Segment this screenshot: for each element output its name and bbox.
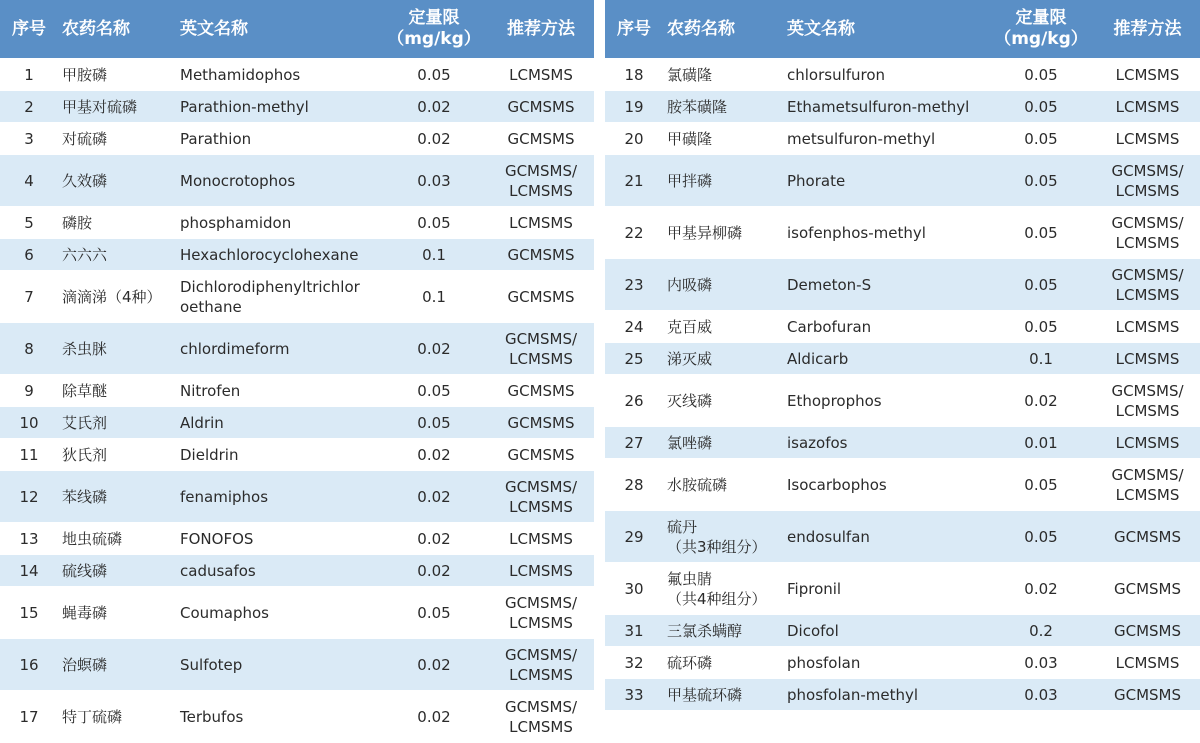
cell-cn-name: 滴滴涕（4种） <box>58 271 176 323</box>
cell-no: 20 <box>605 123 663 155</box>
table-row <box>0 555 594 587</box>
table-header <box>0 0 594 59</box>
cell-no: 26 <box>605 375 663 427</box>
cell-en-name: Fipronil <box>783 563 987 615</box>
cell-method: GCMSMS <box>488 271 594 323</box>
cell-en-name: Terbufos <box>176 691 380 743</box>
cell-cn-name: 灭线磷 <box>663 375 783 427</box>
cell-limit: 0.05 <box>380 587 488 639</box>
table-body <box>605 59 1200 711</box>
cell-cn-name: 氯唑磷 <box>663 427 783 459</box>
cell-cn-name: 涕灭威 <box>663 343 783 375</box>
cell-en-name: Dicofol <box>783 615 987 647</box>
cell-method: GCMSMS/ LCMSMS <box>1095 375 1200 427</box>
cell-method: GCMSMS/ LCMSMS <box>1095 459 1200 511</box>
cell-no: 1 <box>0 59 58 91</box>
table-row <box>0 407 594 439</box>
cell-cn-name: 甲胺磷 <box>58 59 176 91</box>
header-no: 序号 <box>605 0 663 59</box>
cell-limit: 0.05 <box>987 59 1095 91</box>
table-body <box>0 59 594 743</box>
cell-cn-name: 水胺硫磷 <box>663 459 783 511</box>
header-limit <box>987 0 1095 59</box>
cell-method: GCMSMS/ LCMSMS <box>1095 259 1200 311</box>
cell-method: GCMSMS <box>1095 615 1200 647</box>
cell-no: 18 <box>605 59 663 91</box>
cell-limit: 0.01 <box>987 427 1095 459</box>
cell-limit: 0.02 <box>380 555 488 587</box>
table-row <box>0 587 594 639</box>
cell-no: 5 <box>0 207 58 239</box>
cell-method: LCMSMS <box>488 207 594 239</box>
table-row <box>0 639 594 691</box>
header-method: 推荐方法 <box>1095 0 1200 59</box>
cell-en-name: Carbofuran <box>783 311 987 343</box>
cell-limit: 0.1 <box>987 343 1095 375</box>
cell-limit: 0.05 <box>987 511 1095 563</box>
cell-no: 23 <box>605 259 663 311</box>
table-row <box>605 311 1200 343</box>
cell-no: 7 <box>0 271 58 323</box>
table-row <box>0 323 594 375</box>
cell-limit: 0.05 <box>987 155 1095 207</box>
cell-limit: 0.02 <box>987 375 1095 427</box>
cell-cn-name: 治螟磷 <box>58 639 176 691</box>
cell-method: GCMSMS <box>1095 563 1200 615</box>
cell-method: LCMSMS <box>1095 343 1200 375</box>
cell-cn-name: 甲基对硫磷 <box>58 91 176 123</box>
cell-limit: 0.02 <box>380 91 488 123</box>
table-row <box>605 511 1200 563</box>
table-row <box>605 91 1200 123</box>
table-row <box>0 523 594 555</box>
table-row <box>605 679 1200 711</box>
cell-cn-name: 地虫硫磷 <box>58 523 176 555</box>
cell-en-name: Parathion <box>176 123 380 155</box>
table-row <box>605 563 1200 615</box>
cell-no: 14 <box>0 555 58 587</box>
cell-no: 27 <box>605 427 663 459</box>
cell-limit: 0.03 <box>987 647 1095 679</box>
cell-limit: 0.02 <box>380 323 488 375</box>
cell-method: LCMSMS <box>1095 123 1200 155</box>
cell-no: 12 <box>0 471 58 523</box>
cell-method: GCMSMS <box>1095 679 1200 711</box>
pesticide-table-right <box>605 0 1200 711</box>
table-row <box>0 471 594 523</box>
cell-limit: 0.1 <box>380 271 488 323</box>
cell-no: 6 <box>0 239 58 271</box>
cell-cn-name: 甲拌磷 <box>663 155 783 207</box>
cell-limit: 0.02 <box>380 439 488 471</box>
cell-en-name: Parathion-methyl <box>176 91 380 123</box>
header-cn-name: 农药名称 <box>58 0 176 59</box>
table-row <box>605 375 1200 427</box>
cell-limit: 0.05 <box>380 375 488 407</box>
header-limit <box>380 0 488 59</box>
cell-limit: 0.05 <box>380 407 488 439</box>
cell-no: 3 <box>0 123 58 155</box>
cell-en-name: Hexachlorocyclohexane <box>176 239 380 271</box>
cell-method: LCMSMS <box>488 59 594 91</box>
cell-cn-name: 胺苯磺隆 <box>663 91 783 123</box>
cell-no: 4 <box>0 155 58 207</box>
cell-cn-name: 内吸磷 <box>663 259 783 311</box>
cell-en-name: Ethoprophos <box>783 375 987 427</box>
header-limit-line2: （mg/kg） <box>994 29 1088 49</box>
header-en-name: 英文名称 <box>783 0 987 59</box>
cell-no: 24 <box>605 311 663 343</box>
cell-no: 28 <box>605 459 663 511</box>
cell-method: GCMSMS/ LCMSMS <box>488 323 594 375</box>
cell-en-name: isofenphos-methyl <box>783 207 987 259</box>
cell-cn-name: 特丁硫磷 <box>58 691 176 743</box>
cell-no: 21 <box>605 155 663 207</box>
cell-method: GCMSMS/ LCMSMS <box>1095 207 1200 259</box>
cell-en-name: Demeton-S <box>783 259 987 311</box>
cell-en-name: Phorate <box>783 155 987 207</box>
cell-method: LCMSMS <box>1095 59 1200 91</box>
cell-no: 22 <box>605 207 663 259</box>
cell-en-name: isazofos <box>783 427 987 459</box>
cell-en-name: FONOFOS <box>176 523 380 555</box>
cell-cn-name: 硫线磷 <box>58 555 176 587</box>
cell-limit: 0.05 <box>987 207 1095 259</box>
table-row <box>605 259 1200 311</box>
pesticide-table-left <box>0 0 594 743</box>
cell-en-name: metsulfuron-methyl <box>783 123 987 155</box>
cell-en-name: phosfolan-methyl <box>783 679 987 711</box>
cell-en-name: phosfolan <box>783 647 987 679</box>
cell-no: 16 <box>0 639 58 691</box>
cell-en-name: Aldicarb <box>783 343 987 375</box>
cell-en-name: Nitrofen <box>176 375 380 407</box>
cell-method: GCMSMS/ LCMSMS <box>488 587 594 639</box>
cell-limit: 0.05 <box>987 311 1095 343</box>
cell-en-name: fenamiphos <box>176 471 380 523</box>
cell-no: 11 <box>0 439 58 471</box>
cell-no: 32 <box>605 647 663 679</box>
table-row <box>605 647 1200 679</box>
cell-en-name: Coumaphos <box>176 587 380 639</box>
cell-method: GCMSMS <box>488 239 594 271</box>
cell-limit: 0.03 <box>987 679 1095 711</box>
cell-no: 15 <box>0 587 58 639</box>
header-limit-line2: （mg/kg） <box>387 29 481 49</box>
cell-en-name: endosulfan <box>783 511 987 563</box>
cell-no: 10 <box>0 407 58 439</box>
cell-cn-name: 除草醚 <box>58 375 176 407</box>
cell-limit: 0.02 <box>380 639 488 691</box>
cell-method: LCMSMS <box>488 555 594 587</box>
cell-method: LCMSMS <box>1095 427 1200 459</box>
cell-cn-name: 六六六 <box>58 239 176 271</box>
cell-limit: 0.02 <box>380 471 488 523</box>
cell-cn-name: 蝇毒磷 <box>58 587 176 639</box>
cell-method: GCMSMS <box>488 407 594 439</box>
cell-limit: 0.05 <box>987 91 1095 123</box>
cell-limit: 0.05 <box>987 123 1095 155</box>
table-row <box>605 343 1200 375</box>
cell-no: 9 <box>0 375 58 407</box>
table-row <box>0 239 594 271</box>
cell-limit: 0.02 <box>380 691 488 743</box>
cell-cn-name: 硫环磷 <box>663 647 783 679</box>
table-row <box>0 375 594 407</box>
cell-method: GCMSMS/ LCMSMS <box>488 155 594 207</box>
cell-limit: 0.02 <box>987 563 1095 615</box>
cell-method: GCMSMS <box>1095 511 1200 563</box>
cell-cn-name: 狄氏剂 <box>58 439 176 471</box>
cell-method: GCMSMS <box>488 439 594 471</box>
cell-cn-name: 对硫磷 <box>58 123 176 155</box>
table-header <box>605 0 1200 59</box>
cell-cn-name: 杀虫脒 <box>58 323 176 375</box>
cell-limit: 0.05 <box>380 207 488 239</box>
table-row <box>0 123 594 155</box>
table-row <box>0 439 594 471</box>
cell-cn-name: 磷胺 <box>58 207 176 239</box>
cell-cn-name: 三氯杀螨醇 <box>663 615 783 647</box>
cell-en-name: Ethametsulfuron-methyl <box>783 91 987 123</box>
cell-en-name: Dieldrin <box>176 439 380 471</box>
table-row <box>0 91 594 123</box>
cell-limit: 0.02 <box>380 523 488 555</box>
cell-method: LCMSMS <box>1095 311 1200 343</box>
table-row <box>605 459 1200 511</box>
cell-limit: 0.02 <box>380 123 488 155</box>
cell-limit: 0.2 <box>987 615 1095 647</box>
cell-method: GCMSMS/ LCMSMS <box>488 639 594 691</box>
cell-cn-name: 氯磺隆 <box>663 59 783 91</box>
header-en-name: 英文名称 <box>176 0 380 59</box>
cell-en-name: chlorsulfuron <box>783 59 987 91</box>
table-row <box>0 59 594 91</box>
cell-method: GCMSMS/ LCMSMS <box>488 691 594 743</box>
cell-en-name: Sulfotep <box>176 639 380 691</box>
cell-method: GCMSMS <box>488 123 594 155</box>
cell-no: 13 <box>0 523 58 555</box>
cell-cn-name: 硫丹 （共3种组分） <box>663 511 783 563</box>
cell-en-name: cadusafos <box>176 555 380 587</box>
cell-limit: 0.1 <box>380 239 488 271</box>
cell-limit: 0.05 <box>987 459 1095 511</box>
cell-no: 2 <box>0 91 58 123</box>
table-row <box>605 59 1200 91</box>
cell-no: 29 <box>605 511 663 563</box>
cell-cn-name: 甲磺隆 <box>663 123 783 155</box>
cell-cn-name: 甲基硫环磷 <box>663 679 783 711</box>
cell-en-name: Monocrotophos <box>176 155 380 207</box>
table-row <box>605 207 1200 259</box>
cell-en-name: Isocarbophos <box>783 459 987 511</box>
cell-no: 19 <box>605 91 663 123</box>
header-limit-line1: 定量限 <box>1015 8 1067 28</box>
cell-no: 30 <box>605 563 663 615</box>
cell-cn-name: 艾氏剂 <box>58 407 176 439</box>
table-row <box>605 155 1200 207</box>
cell-no: 8 <box>0 323 58 375</box>
table-row <box>0 271 594 323</box>
cell-method: LCMSMS <box>1095 91 1200 123</box>
cell-method: GCMSMS <box>488 91 594 123</box>
header-cn-name: 农药名称 <box>663 0 783 59</box>
header-row <box>605 0 1200 59</box>
cell-method: LCMSMS <box>1095 647 1200 679</box>
cell-no: 25 <box>605 343 663 375</box>
table-row <box>605 615 1200 647</box>
header-no: 序号 <box>0 0 58 59</box>
cell-cn-name: 甲基异柳磷 <box>663 207 783 259</box>
cell-no: 33 <box>605 679 663 711</box>
header-method: 推荐方法 <box>488 0 594 59</box>
cell-cn-name: 氟虫腈 （共4种组分） <box>663 563 783 615</box>
cell-no: 17 <box>0 691 58 743</box>
cell-method: GCMSMS <box>488 375 594 407</box>
cell-en-name: Dichlorodiphenyltrichlor oethane <box>176 271 380 323</box>
cell-method: GCMSMS/ LCMSMS <box>488 471 594 523</box>
cell-en-name: Methamidophos <box>176 59 380 91</box>
header-limit-line1: 定量限 <box>408 8 460 28</box>
table-row <box>0 155 594 207</box>
table-row <box>605 427 1200 459</box>
cell-limit: 0.05 <box>987 259 1095 311</box>
cell-method: LCMSMS <box>488 523 594 555</box>
cell-limit: 0.05 <box>380 59 488 91</box>
table-row <box>605 123 1200 155</box>
header-row <box>0 0 594 59</box>
cell-en-name: Aldrin <box>176 407 380 439</box>
cell-limit: 0.03 <box>380 155 488 207</box>
cell-cn-name: 克百威 <box>663 311 783 343</box>
cell-en-name: phosphamidon <box>176 207 380 239</box>
cell-no: 31 <box>605 615 663 647</box>
cell-en-name: chlordimeform <box>176 323 380 375</box>
table-row <box>0 207 594 239</box>
table-row <box>0 691 594 743</box>
cell-cn-name: 苯线磷 <box>58 471 176 523</box>
cell-method: GCMSMS/ LCMSMS <box>1095 155 1200 207</box>
cell-cn-name: 久效磷 <box>58 155 176 207</box>
